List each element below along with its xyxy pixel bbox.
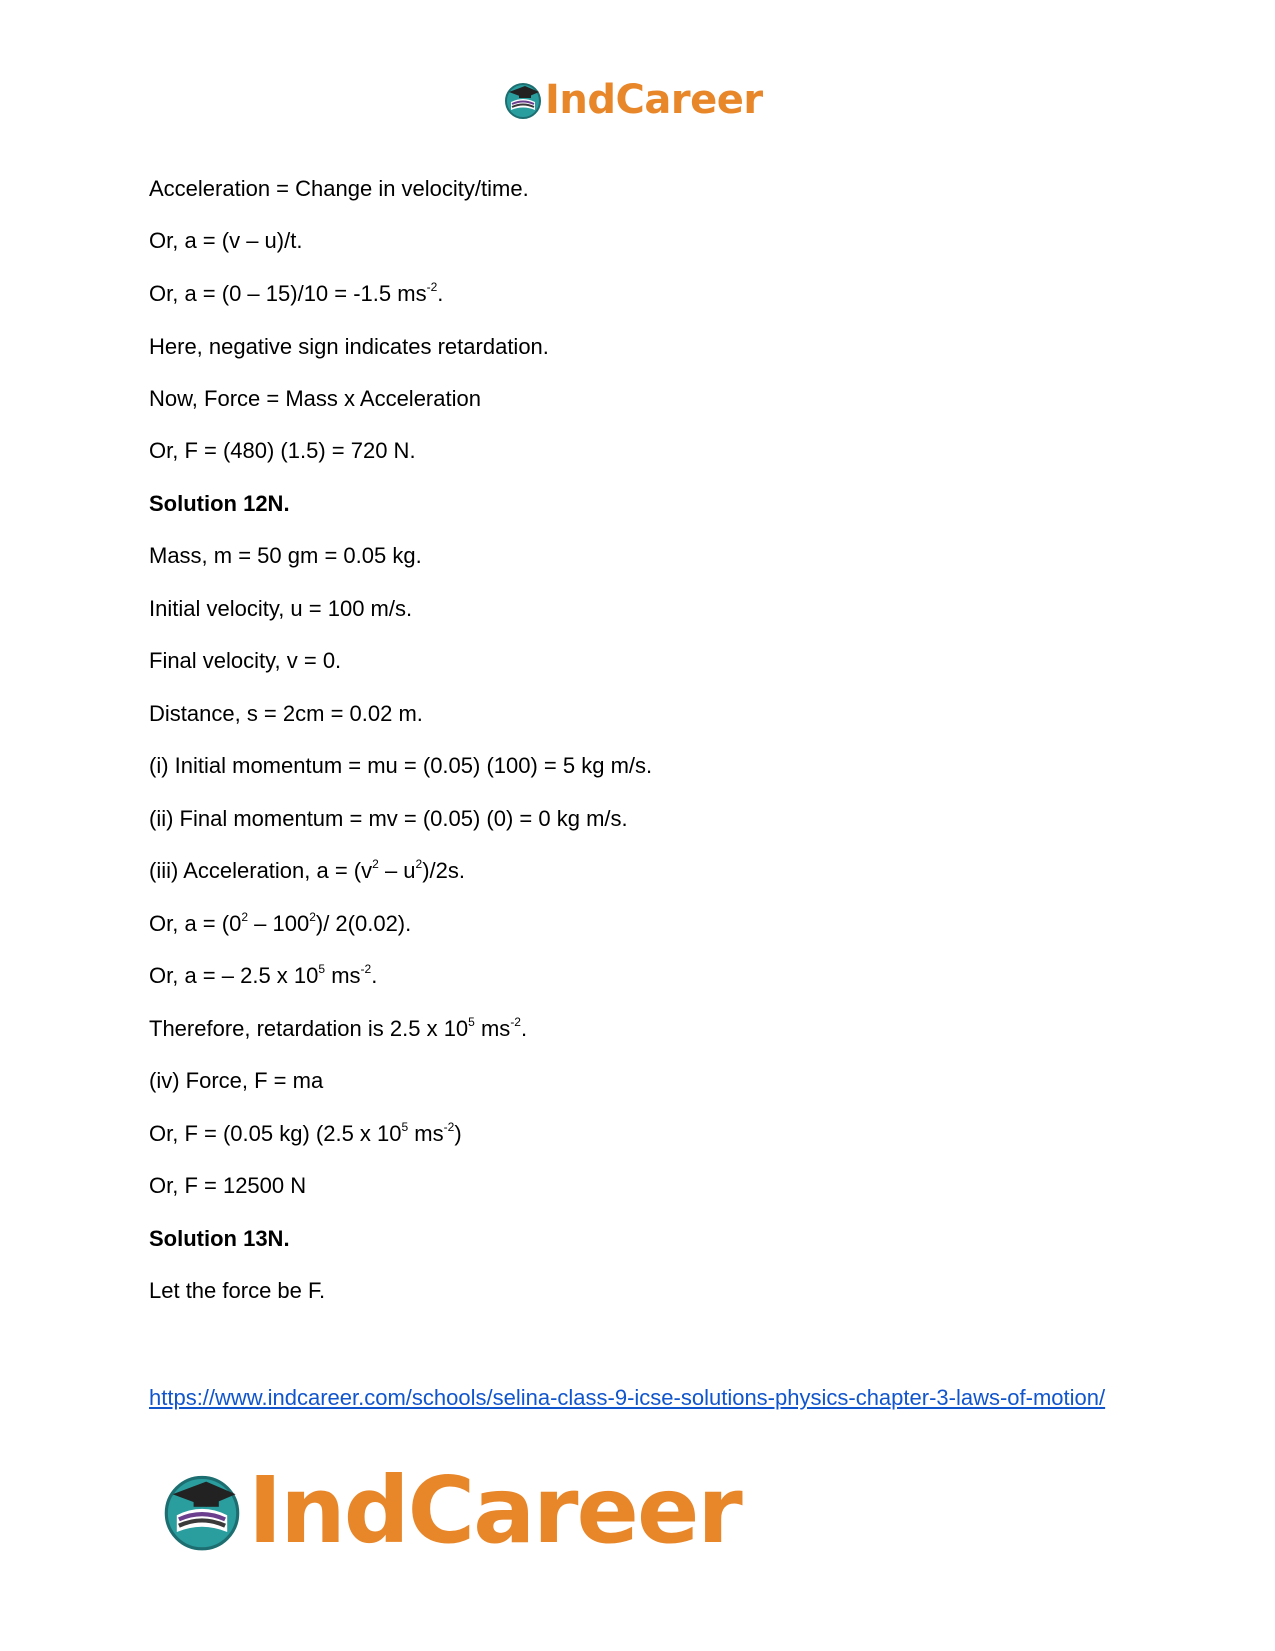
text-line: (iii) Acceleration, $a = (v^2 - u^2)/2s$. — [149, 856, 466, 883]
text-line: Distance, s = 2cm = 0.02 m. — [149, 701, 423, 726]
graduation-globe-icon — [503, 80, 543, 120]
text-line: Mass, m = 50 gm = 0.05 kg. — [149, 543, 422, 568]
solution-heading: Solution 13N. — [149, 1226, 290, 1251]
text-line: Let the force be F. — [149, 1278, 326, 1303]
text-line: Or, F = (480) (1.5) = 720 N. — [149, 438, 416, 463]
text-line: (ii) Final momentum = mv = (0.05) (0) = 0 kg m/s. — [149, 806, 628, 831]
text-line: Or, F = 12500 N — [149, 1173, 307, 1198]
text-line: Here, negative sign indicates retardation. — [149, 334, 549, 359]
solution-heading: Solution 12N. — [149, 491, 290, 516]
footer-logo — [160, 1457, 741, 1564]
text-line: Or, $a = (0^2 - 100^2)/$ 2(0.02). — [149, 909, 412, 936]
text-line: Or, a = (v – u)/t. — [149, 228, 303, 253]
text-line: (i) Initial momentum = mu = (0.05) (100) = 5 kg m/s. — [149, 753, 653, 778]
text-line: Initial velocity, u = 100 m/s. — [149, 596, 413, 621]
text-line: (iv) Force, F = ma — [149, 1068, 324, 1093]
text-line: Therefore, retardation is 2.5 x $10^5$ $ms^{-2}$. — [149, 1014, 528, 1041]
logo-wordmark: IndCareer — [545, 77, 763, 123]
text-line: Or, a = (0 – 15)/10 = -1.5 $ms^{-2}$. — [149, 279, 444, 306]
graduation-globe-icon — [160, 1469, 244, 1553]
source-link[interactable]: https://www.indcareer.com/schools/selina-class-9-icse-solutions-physics-chapter-3-laws-of-motion/ — [149, 1385, 1106, 1410]
text-line: Now, Force = Mass x Acceleration — [149, 386, 481, 411]
text-line: Acceleration = Change in velocity/time. — [149, 176, 529, 201]
logo-wordmark: IndCareer — [248, 1457, 741, 1564]
text-line: Or, F = (0.05 kg) (2.5 x $10^5$ $ms^{-2}$) — [149, 1119, 462, 1146]
header-logo — [503, 77, 763, 123]
text-line: Or, a = – 2.5 x $10^5$ $ms^{-2}$. — [149, 961, 378, 988]
text-line: Final velocity, v = 0. — [149, 648, 342, 673]
